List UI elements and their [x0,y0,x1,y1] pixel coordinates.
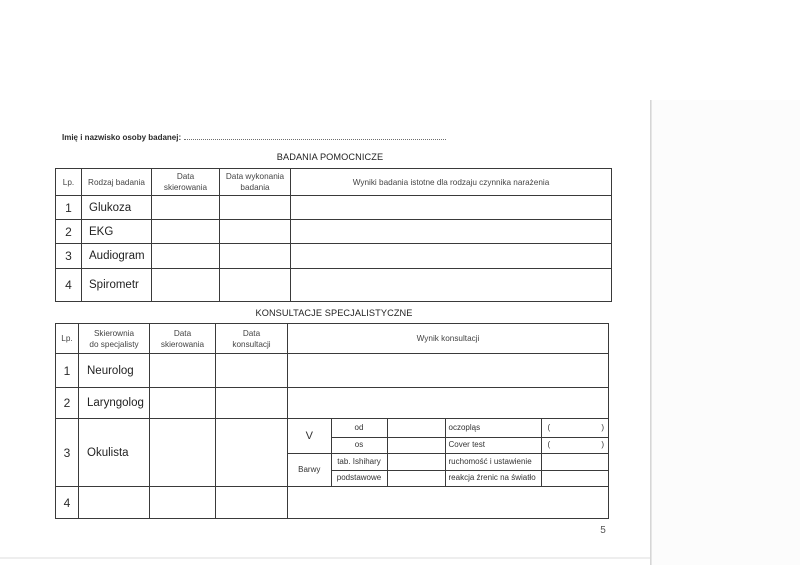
paren-close: ) [601,440,604,449]
row-number: 1 [56,354,79,388]
paren-open: ( [547,440,551,449]
table-row [56,354,609,388]
eye-label: od [331,419,387,437]
table-row [56,388,609,419]
test-name: Glukoza [82,196,152,220]
page-margin-right [652,100,800,565]
col-header-lp: Lp. [56,324,79,354]
referral-date-cell [150,487,216,519]
examinee-name-label: Imię i nazwisko osoby badanej: [62,133,182,142]
paren-open: ( [547,422,551,432]
col-header-lp: Lp. [56,169,82,196]
section-title-auxiliary-tests: BADANIA POMOCNICZE [276,152,384,162]
referral-date-cell [152,269,220,302]
eye-test-result-cell [541,453,608,470]
eye-exam-result-cell [288,419,609,487]
referral-date-cell [150,419,216,487]
color-value-cell [387,453,445,470]
specialist-name: Neurolog [79,354,150,388]
eye-exam-row [288,453,608,470]
row-number: 2 [56,388,79,419]
referral-date-cell [152,220,220,244]
consultation-result-cell [288,354,609,388]
eye-test-name: Cover test [445,437,541,453]
eye-exam-row [288,470,608,486]
page-number: 5 [600,525,606,536]
exam-date-cell [220,244,291,269]
col-header-consultation-date: Data konsultacji [216,324,288,354]
test-name: Spirometr [82,269,152,302]
examinee-name-line [62,132,446,143]
row-number: 4 [56,487,79,519]
color-test-label: podstawowe [331,470,387,486]
results-cell [291,220,612,244]
color-value-cell [387,470,445,486]
eye-test-result-cell [541,470,608,486]
eye-test-name: ruchomość i ustawienie [445,453,541,470]
specialist-name: Okulista [79,419,150,487]
consultation-result-cell [288,388,609,419]
results-cell [291,269,612,302]
eye-test-result-cell [541,437,608,453]
table-row [56,419,609,487]
referral-date-cell [152,196,220,220]
col-header-results: Wyniki badania istotne dla rodzaju czynnika narażenia [291,169,612,196]
color-vision-label: Barwy [288,453,331,486]
exam-date-cell [220,196,291,220]
referral-date-cell [150,388,216,419]
col-header-consultation-result: Wynik konsultacji [288,324,609,354]
test-name: EKG [82,220,152,244]
examinee-name-dotted-line [184,132,446,140]
eye-label: os [331,437,387,453]
consultation-date-cell [216,388,288,419]
table-row [56,220,612,244]
col-header-referral-date: Data skierowania [152,169,220,196]
col-header-exam-date: Data wykonania badania [220,169,291,196]
referral-date-cell [152,244,220,269]
results-cell [291,196,612,220]
vision-label: V [288,419,331,453]
row-number: 2 [56,220,82,244]
table-row [56,487,609,519]
eye-test-name: oczopląs [445,419,541,437]
col-header-test-type: Rodzaj badania [82,169,152,196]
col-header-specialist: Skierownia do specjalisty [79,324,150,354]
eye-exam-subtable [288,419,608,486]
specialist-name: Laryngolog [79,388,150,419]
specialist-name-cell [79,487,150,519]
specialist-consultations-table [55,323,609,519]
page-edge-bottom [0,557,650,559]
color-test-label: tab. Ishihary [331,453,387,470]
row-number: 3 [56,244,82,269]
consultation-date-cell [216,487,288,519]
row-number: 1 [56,196,82,220]
test-name: Audiogram [82,244,152,269]
table-row [56,244,612,269]
table-header-row [56,169,612,196]
table-row [56,196,612,220]
eye-test-result-cell [541,419,608,437]
results-cell [291,244,612,269]
col-header-referral-date: Data skierowania [150,324,216,354]
eye-exam-row [288,419,608,437]
exam-date-cell [220,269,291,302]
vision-value-cell [387,419,445,437]
consultation-result-cell [288,487,609,519]
consultation-date-cell [216,419,288,487]
consultation-date-cell [216,354,288,388]
referral-date-cell [150,354,216,388]
eye-test-name: reakcja źrenic na światło [445,470,541,486]
table-row [56,269,612,302]
exam-date-cell [220,220,291,244]
section-title-specialist-consultations: KONSULTACJE SPECJALISTYCZNE [255,308,413,318]
table-header-row [56,324,609,354]
paren-close: ) [601,422,604,432]
row-number: 3 [56,419,79,487]
eye-exam-row [288,437,608,453]
auxiliary-tests-table [55,168,612,302]
page-edge-right [650,100,652,565]
vision-value-cell [387,437,445,453]
row-number: 4 [56,269,82,302]
